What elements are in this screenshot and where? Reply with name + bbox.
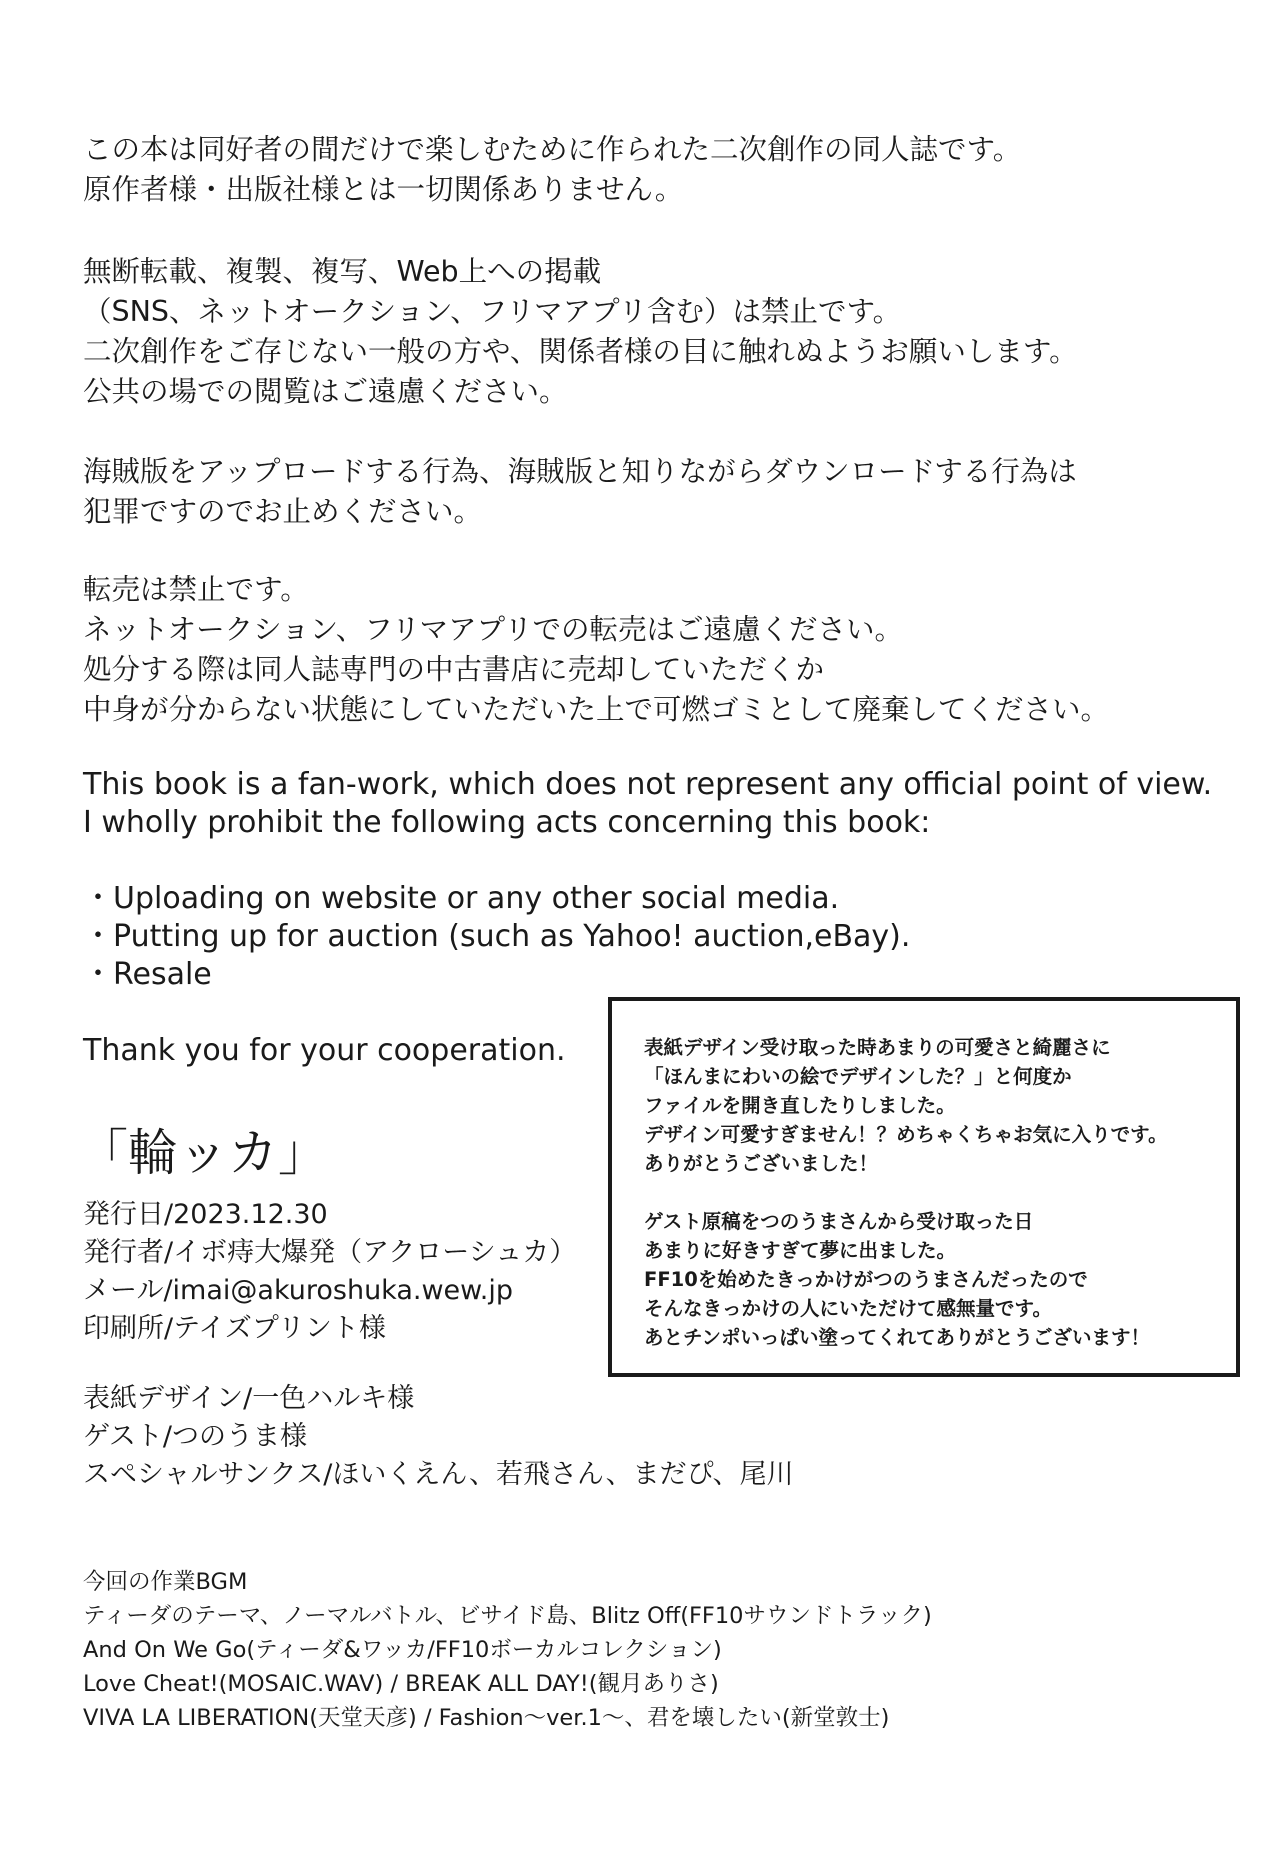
special-thanks: スペシャルサンクス/ほいくえん、若飛さん、まだぴ、尾川 (83, 1459, 794, 1490)
afterword-line: FF10を始めたきっかけがつのうまさんだったので (644, 1268, 1088, 1291)
notice-line: 処分する際は同人誌専門の中古書店に売却していただくか (83, 653, 825, 686)
notice-line: ネットオークション、フリマアプリでの転売はご遠慮ください。 (83, 613, 903, 646)
thanks-text: Thank you for your cooperation. (83, 1033, 566, 1068)
notice-line: （SNS、ネットオークション、フリマアプリ含む）は禁止です。 (83, 295, 902, 328)
cover-design-credit: 表紙デザイン/一色ハルキ様 (83, 1383, 415, 1414)
bgm-line: ティーダのテーマ、ノーマルバトル、ビサイド島、Blitz Off(FF10サウンドトラック) (83, 1603, 932, 1629)
book-title: 「輪ッカ」 (78, 1124, 328, 1182)
notice-line: 原作者様・出版社様とは一切関係ありません。 (83, 173, 684, 206)
afterword-line: 「ほんまにわいの絵でデザインした？」と何度か (644, 1065, 1072, 1088)
english-prohibited-list (83, 880, 910, 994)
notice-paragraph-reproduction (83, 252, 1078, 412)
notice-line: 二次創作をご存じない一般の方や、関係者様の目に触れぬようお願いします。 (83, 335, 1078, 368)
bgm-line: Love Cheat!(MOSAIC.WAV) / BREAK ALL DAY!(観月ありさ) (83, 1671, 719, 1697)
list-item: ・Resale (83, 957, 212, 992)
publication-date: 発行日/2023.12.30 (83, 1199, 328, 1230)
notice-paragraph-fan-work (83, 130, 1021, 210)
paragraph-gap (644, 1178, 1236, 1207)
colophon (83, 1196, 576, 1348)
english-thanks (83, 1032, 566, 1070)
notice-line: 公共の場での閲覧はご遠慮ください。 (83, 375, 568, 408)
contact-email: メール/imai@akuroshuka.wew.jp (83, 1275, 513, 1306)
afterword-line: あとチンポいっぱい塗ってくれてありがとうございます！ (644, 1326, 1151, 1349)
publisher: 発行者/イボ痔大爆発（アクローシュカ） (83, 1237, 577, 1268)
notice-line: 無断転載、複製、複写、Web上への掲載 (83, 255, 602, 288)
credits (83, 1380, 794, 1494)
english-notice-intro (83, 766, 1212, 842)
notice-paragraph-resale (83, 570, 1109, 730)
notice-paragraph-piracy (83, 452, 1077, 532)
printer: 印刷所/テイズプリント様 (83, 1313, 386, 1344)
notice-line: 中身が分からない状態にしていただいた上で可燃ゴミとして廃棄してください。 (83, 693, 1110, 726)
afterword-line: ゲスト原稿をつのうまさんから受け取った日 (644, 1210, 1034, 1233)
guest-credit: ゲスト/つのうま様 (83, 1421, 308, 1452)
bgm-line: And On We Go(ティーダ&ワッカ/FF10ボーカルコレクション) (83, 1637, 722, 1663)
notice-line: 海賊版をアップロードする行為、海賊版と知りながらダウンロードする行為は (83, 455, 1077, 488)
english-notice-line: I wholly prohibit the following acts concerning this book: (83, 805, 931, 840)
list-item: ・Putting up for auction (such as Yahoo! auction,eBay). (83, 919, 911, 954)
afterword-line: ありがとうございました！ (644, 1152, 879, 1175)
afterword-box (608, 997, 1240, 1377)
list-item: ・Uploading on website or any other social media. (83, 881, 840, 916)
notice-line: この本は同好者の間だけで楽しむために作られた二次創作の同人誌です。 (83, 133, 1022, 166)
afterword-line: あまりに好きすぎて夢に出ました。 (644, 1239, 957, 1262)
bgm-heading: 今回の作業BGM (83, 1569, 248, 1595)
afterword-line: デザイン可愛すぎません！？めちゃくちゃお気に入りです。 (644, 1123, 1168, 1146)
bgm-list (83, 1565, 932, 1735)
notice-line: 犯罪ですのでお止めください。 (83, 495, 483, 528)
notice-line: 転売は禁止です。 (83, 573, 309, 606)
bgm-line: VIVA LA LIBERATION(天堂天彦) / Fashion～ver.1～、君を壊したい(新堂敦士) (83, 1705, 890, 1731)
afterword-line: 表紙デザイン受け取った時あまりの可愛さと綺麗さに (644, 1036, 1111, 1059)
afterword-line: そんなきっかけの人にいただけて感無量です。 (644, 1297, 1052, 1320)
afterword-line: ファイルを開き直したりしました。 (644, 1094, 956, 1117)
english-notice-line: This book is a fan-work, which does not represent any official point of view. (83, 767, 1213, 802)
